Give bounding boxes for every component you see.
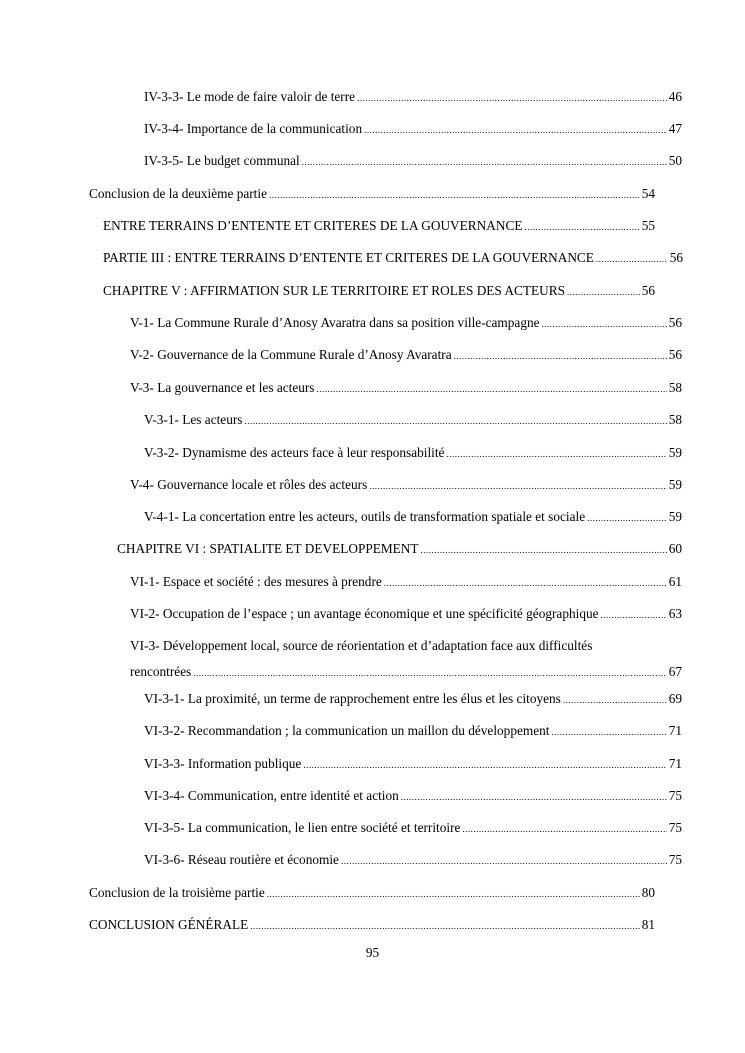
toc-entry-title: ENTRE TERRAINS D’ENTENTE ET CRITERES DE LA GOUVERNANCE — [103, 218, 523, 233]
toc-entry — [144, 722, 682, 741]
toc-entry-page: 47 — [668, 121, 682, 136]
toc-entry — [130, 573, 682, 592]
toc-entry-title: V-4-1- La concertation entre les acteurs, outils de transformation spatiale et sociale — [144, 509, 586, 524]
toc-entry — [130, 476, 682, 495]
toc-entry — [144, 120, 682, 139]
toc-entry-page: 46 — [668, 89, 682, 104]
toc-entry — [103, 249, 683, 268]
toc-entry — [130, 346, 682, 365]
toc-entry — [103, 282, 655, 301]
dot-leader — [421, 541, 667, 559]
toc-entry-page: 71 — [668, 723, 682, 738]
toc-entry — [117, 540, 682, 559]
toc-entry-page: 54 — [641, 186, 655, 201]
toc-entry-title: V-2- Gouvernance de la Commune Rurale d’Anosy Avaratra — [130, 347, 452, 362]
toc-entry-page: 56 — [668, 347, 682, 362]
dot-leader — [596, 250, 668, 268]
toc-entry-title: VI-1- Espace et société : des mesures à prendre — [130, 574, 382, 589]
toc-entry-title: IV-3-3- Le mode de faire valoir de terre — [144, 89, 356, 104]
toc-entry-page: 61 — [668, 574, 682, 589]
toc-entry-title: VI-3-1- La proximité, un terme de rapprochement entre les élus et les citoyens — [144, 691, 561, 706]
toc-entry-page: 59 — [668, 445, 682, 460]
toc-entry-page: 59 — [668, 477, 682, 492]
page-number: 95 — [365, 945, 380, 960]
toc-entry-title-continued: rencontrées — [130, 664, 192, 679]
toc-entry-page: 59 — [668, 509, 682, 524]
dot-leader — [364, 121, 667, 139]
toc-entry-page: 67 — [668, 664, 682, 679]
toc-entry — [144, 88, 682, 107]
dot-leader — [357, 89, 667, 107]
toc-entry-page: 80 — [641, 885, 655, 900]
dot-leader — [462, 820, 666, 838]
toc-entry — [130, 314, 682, 333]
toc-entry-page: 56 — [669, 250, 683, 265]
toc-entry-page: 71 — [668, 756, 682, 771]
toc-entry-title: VI-3-3- Information publique — [144, 756, 302, 771]
toc-entry-title: VI-3- Développement local, source de réorientation et d’adaptation face aux difficultés — [130, 638, 593, 653]
toc-entry — [144, 755, 682, 774]
dot-leader — [193, 664, 666, 682]
toc-entry-title: V-3-1- Les acteurs — [144, 412, 243, 427]
dot-leader — [587, 509, 667, 527]
toc-entry-title: V-4- Gouvernance locale et rôles des acteurs — [130, 477, 368, 492]
toc-entry — [144, 787, 682, 806]
toc-entry-title: V-3-2- Dynamisme des acteurs face à leur responsabilité — [144, 445, 445, 460]
toc-entry-page: 75 — [668, 788, 682, 803]
toc-entry-page: 69 — [668, 691, 682, 706]
toc-entry — [144, 152, 682, 171]
dot-leader — [524, 218, 639, 236]
toc-entry-title: CHAPITRE V : AFFIRMATION SUR LE TERRITOIRE ET ROLES DES ACTEURS — [103, 283, 566, 298]
toc-entry-continuation — [130, 663, 682, 682]
toc-entry-page: 55 — [641, 218, 655, 233]
dot-leader — [269, 186, 640, 204]
toc-entry-page: 50 — [668, 153, 682, 168]
toc-entry — [89, 185, 655, 204]
toc-entry — [144, 819, 682, 838]
toc-entry-page: 75 — [668, 820, 682, 835]
dot-leader — [551, 723, 666, 741]
dot-leader — [563, 691, 667, 709]
toc-entry-title: PARTIE III : ENTRE TERRAINS D’ENTENTE ET CRITERES DE LA GOUVERNANCE — [103, 250, 594, 265]
toc-entry-title: VI-3-5- La communication, le lien entre société et territoire — [144, 820, 461, 835]
toc-entry-page: 75 — [668, 852, 682, 867]
toc-entry-page: 56 — [668, 315, 682, 330]
dot-leader — [446, 445, 666, 463]
toc-entry-title: CHAPITRE VI : SPATIALITE ET DEVELOPPEMENT — [117, 541, 419, 556]
toc-entry-title: V-1- La Commune Rurale d’Anosy Avaratra dans sa position ville-campagne — [130, 315, 540, 330]
dot-leader — [567, 283, 640, 301]
toc-entry — [144, 508, 682, 527]
dot-leader — [454, 347, 667, 365]
toc-entry — [144, 690, 682, 709]
toc-entry-page: 56 — [641, 283, 655, 298]
toc-entry-title: Conclusion de la deuxième partie — [89, 186, 267, 201]
dot-leader — [302, 153, 667, 171]
dot-leader — [250, 917, 640, 935]
dot-leader — [384, 574, 667, 592]
toc-entry — [144, 444, 682, 463]
dot-leader — [244, 412, 666, 430]
toc-entry-title: IV-3-4- Importance de la communication — [144, 121, 363, 136]
toc-entry-title: VI-2- Occupation de l’espace ; un avantage économique et une spécificité géographique — [130, 606, 599, 621]
toc-entry — [130, 605, 682, 624]
toc-entry-title: IV-3-5- Le budget communal — [144, 153, 300, 168]
dot-leader — [369, 477, 666, 495]
toc-entry-page: 58 — [668, 412, 682, 427]
toc-entry — [89, 916, 655, 935]
toc-entry — [89, 884, 655, 903]
toc-entry-page: 58 — [668, 380, 682, 395]
toc-entry — [103, 217, 655, 236]
toc-entry-title: VI-3-4- Communication, entre identité et action — [144, 788, 399, 803]
toc-entry-page: 81 — [641, 917, 655, 932]
dot-leader — [401, 788, 667, 806]
dot-leader — [267, 885, 640, 903]
toc-entry — [144, 411, 682, 430]
dot-leader — [303, 756, 666, 774]
toc-entry-title: VI-3-2- Recommandation ; la communication un maillon du développement — [144, 723, 550, 738]
toc-entry-page: 60 — [668, 541, 682, 556]
toc-entry-title: CONCLUSION GÉNÉRALE — [89, 917, 249, 932]
dot-leader — [601, 606, 667, 624]
toc-entry-title: V-3- La gouvernance et les acteurs — [130, 380, 315, 395]
toc-entry-page: 63 — [668, 606, 682, 621]
toc-entry — [144, 851, 682, 870]
toc-entry-multiline — [130, 637, 682, 682]
dot-leader — [316, 380, 666, 398]
toc-entry — [130, 379, 682, 398]
dot-leader — [341, 852, 667, 870]
dot-leader — [542, 315, 667, 333]
toc-entry-title: Conclusion de la troisième partie — [89, 885, 265, 900]
toc-entry-title: VI-3-6- Réseau routière et économie — [144, 852, 339, 867]
